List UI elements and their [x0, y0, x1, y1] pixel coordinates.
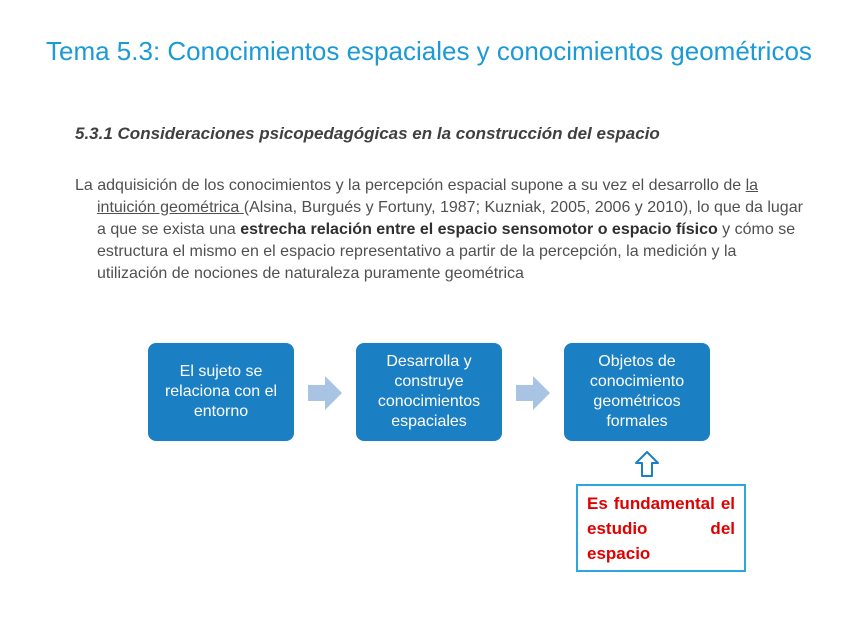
- paragraph-text-1: La adquisición de los conocimientos y la percepción espacial supone a su vez el desarrollo de: [75, 177, 746, 194]
- flow-box-develops: [356, 343, 502, 441]
- paragraph-text-3: y cómo se estructura el mismo en el espacio representativo a partir de la percepción, la medición y la utilización de nociones de naturaleza puramente geométrica: [97, 221, 796, 282]
- paragraph-underlined-text: la intuición geométrica: [97, 177, 759, 216]
- flow-box-develops-label: Desarrolla y construye conocimientos espaciales: [377, 353, 481, 430]
- right-arrow-icon: [308, 376, 342, 410]
- highlight-note: Es fundamental el estudio del espacio: [576, 484, 746, 572]
- paragraph-bold-text: estrecha relación entre el espacio sensomotor o espacio físico: [240, 221, 718, 238]
- right-arrow-icon: [516, 376, 550, 410]
- body-paragraph: [75, 175, 807, 285]
- section-subtitle: 5.3.1 Consideraciones psicopedagógicas en la construcción del espacio: [75, 124, 660, 143]
- flow-box-subject: [148, 343, 294, 441]
- flow-box-objects-label: Objetos de conocimiento geométricos formales: [589, 353, 685, 430]
- flow-box-objects: [564, 343, 710, 441]
- flow-box-subject-label: El sujeto se relaciona con el entorno: [164, 363, 278, 420]
- up-arrow-icon: [634, 450, 660, 478]
- paragraph-text-2: (Alsina, Burgués y Fortuny, 1987; Kuzniak, 2005, 2006 y 2010), lo que da lugar a que se exista una: [97, 199, 803, 238]
- slide-title: Tema 5.3: Conocimientos espaciales y conocimientos geométricos: [46, 36, 812, 66]
